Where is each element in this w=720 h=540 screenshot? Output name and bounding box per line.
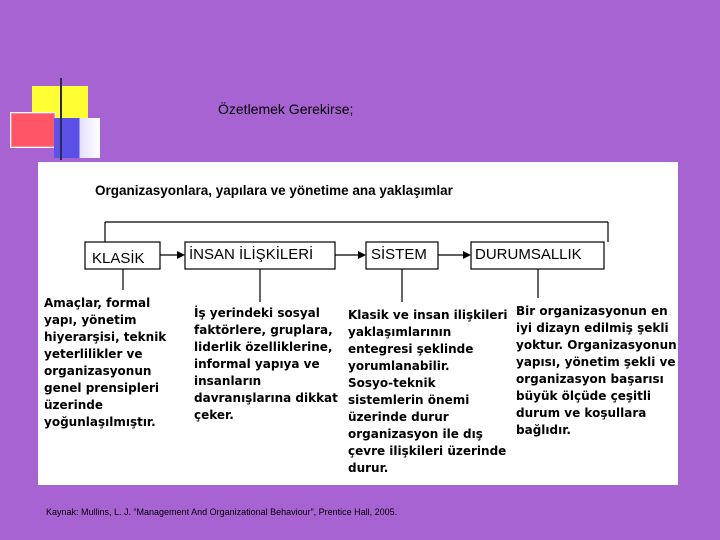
diagram-panel bbox=[38, 162, 678, 485]
description-line: İş yerindeki sosyal bbox=[194, 306, 320, 320]
description-line: yoğunlaşılmıştır. bbox=[44, 415, 156, 429]
description-line: organizasyonun bbox=[44, 364, 152, 378]
description-line: yapı, yönetim bbox=[44, 313, 137, 327]
decor-red-square bbox=[10, 112, 56, 148]
description-line: entegresi şeklinde bbox=[348, 342, 474, 356]
description-line: Sosyo-teknik bbox=[348, 376, 436, 390]
diagram-heading: Organizasyonlara, yapılara ve yönetime ana yaklaşımlar bbox=[95, 183, 453, 198]
description-line: çeker. bbox=[194, 408, 234, 422]
description-line: Amaçlar, formal bbox=[44, 296, 151, 310]
box-label-durumsallik: DURUMSALLIK bbox=[475, 246, 582, 263]
description-line: yaklaşımlarının bbox=[348, 325, 452, 339]
description-line: davranışlarına dikkat bbox=[194, 391, 338, 405]
source-citation: Kaynak: Mullins, L. J. “Management And Organizational Behaviour”, Prentice Hall, 2005. bbox=[46, 507, 398, 517]
description-line: bağlıdır. bbox=[516, 423, 571, 437]
description-klasik bbox=[44, 295, 166, 431]
decor-vertical-line bbox=[60, 78, 62, 160]
description-line: yeterlilikler ve bbox=[44, 347, 143, 361]
description-line: organizasyon ile dış bbox=[348, 427, 483, 441]
arrow-1-head bbox=[177, 251, 185, 259]
description-line: genel prensipleri bbox=[44, 381, 160, 395]
description-line: informal yapıya ve bbox=[194, 357, 320, 371]
description-line: büyük ölçüde çeşitli bbox=[516, 389, 652, 403]
description-line: yapısı, yönetim şekli ve bbox=[516, 355, 676, 369]
description-sistem bbox=[348, 307, 508, 477]
box-label-insan-iliskileri: İNSAN İLİŞKİLERİ bbox=[189, 246, 314, 263]
arrow-2-head bbox=[358, 251, 366, 259]
description-line: faktörlere, gruplara, bbox=[194, 323, 333, 337]
description-line: yorumlanabilir. bbox=[348, 359, 450, 373]
description-line: üzerinde durur bbox=[348, 410, 449, 424]
box-label-sistem: SİSTEM bbox=[371, 246, 427, 263]
description-line: durur. bbox=[348, 461, 389, 475]
description-line: insanların bbox=[194, 374, 262, 388]
description-line: sistemlerin önemi bbox=[348, 393, 470, 407]
box-label-klasik: KLASİK bbox=[92, 250, 145, 267]
description-line: liderlik özelliklerine, bbox=[194, 340, 333, 354]
description-line: organizasyon başarısı bbox=[516, 372, 664, 386]
description-line: durum ve koşullara bbox=[516, 406, 647, 420]
description-durumsallik bbox=[516, 303, 677, 439]
description-line: Klasik ve insan ilişkileri bbox=[348, 308, 508, 322]
slide-title: Özetlemek Gerekirse; bbox=[218, 101, 354, 117]
description-line: üzerinde bbox=[44, 398, 103, 412]
description-insan-iliskileri bbox=[194, 305, 338, 424]
description-line: Bir organizasyonun en bbox=[516, 304, 668, 318]
arrow-3-head bbox=[463, 251, 471, 259]
description-line: hiyerarşisi, teknik bbox=[44, 330, 167, 344]
description-line: iyi dizayn edilmiş şekli bbox=[516, 321, 669, 335]
description-line: çevre ilişkileri üzerinde bbox=[348, 444, 507, 458]
description-line: yoktur. Organizasyonun bbox=[516, 338, 677, 352]
